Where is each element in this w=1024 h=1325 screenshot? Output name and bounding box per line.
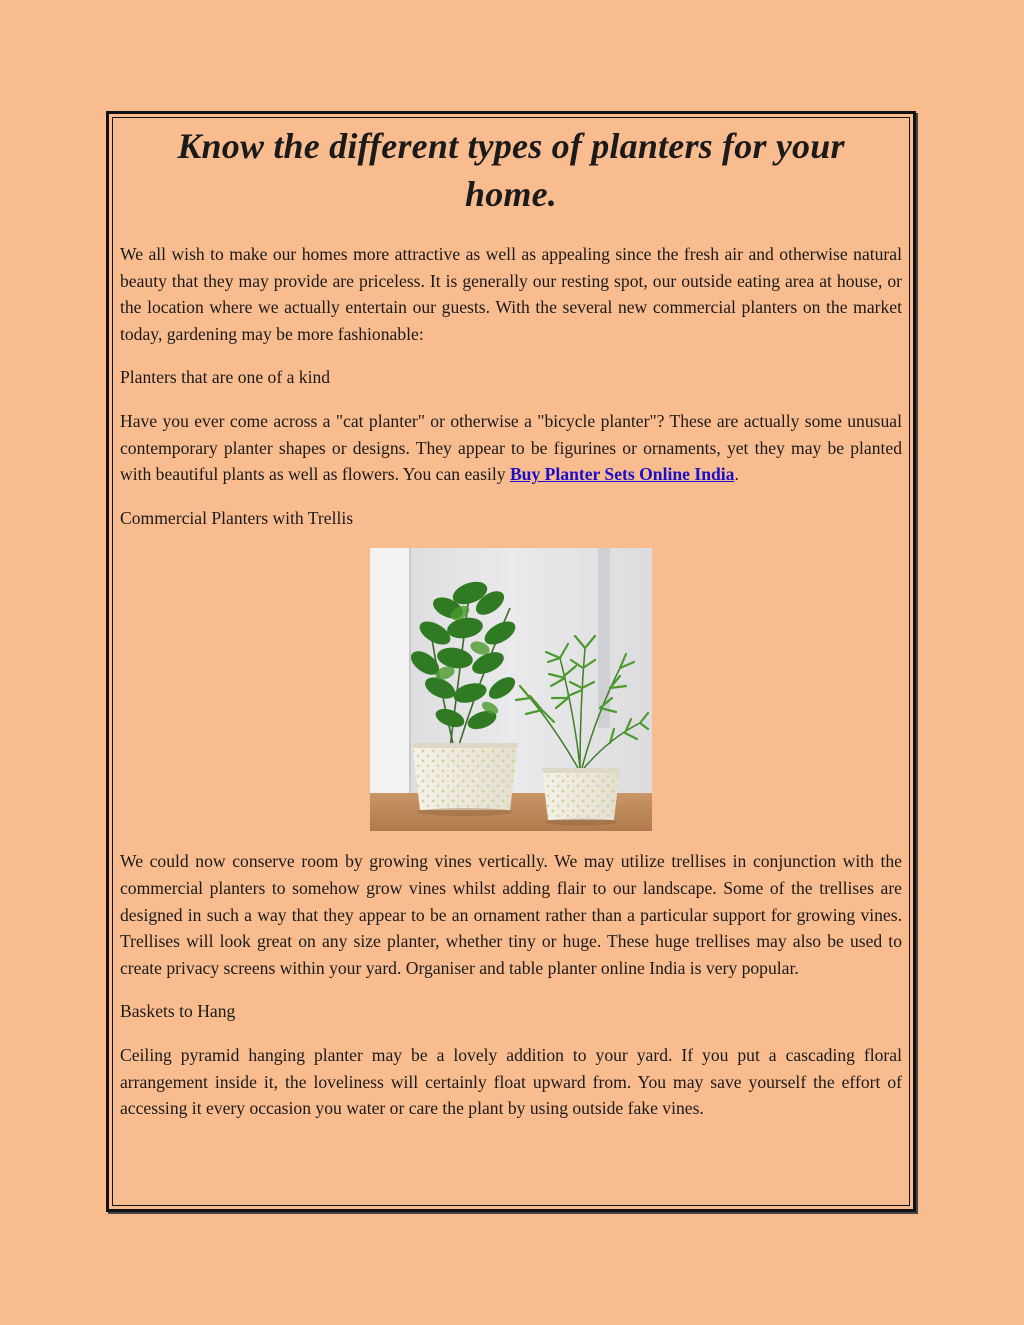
document-frame xyxy=(106,111,916,1212)
section-heading-trellis: Commercial Planters with Trellis xyxy=(120,507,354,528)
planter-photo xyxy=(370,548,652,831)
section-paragraph-trellis: We could now conserve room by growing vines vertically. We may utilize trellises in conjunction with the commercial planters to somehow grow vines whilst adding flair to our landscape. Some of the trellises are designed in such a way that they appear to be an ornament rather than a particular support for growing vines. Trellises will look great on any size planter, whether tiny or huge. These huge trellises may also be used to create privacy screens within your yard. Organiser and table planter online India is very popular. xyxy=(120,851,902,978)
section-heading-baskets: Baskets to Hang xyxy=(120,1001,236,1022)
section-text-before-link: Have you ever come across a "cat planter" or otherwise a "bicycle planter"? These are actually some unusual contemporary planter shapes or designs. They appear to be figurines or ornaments, yet they may be planted with beautiful plants as well as flowers. You can easily xyxy=(120,410,902,485)
section-heading-one-of-a-kind: Planters that are one of a kind xyxy=(120,367,331,388)
page-title: Know the different types of planters for your home. xyxy=(177,126,845,214)
planter-photo-illustration xyxy=(370,548,652,831)
section-paragraph-baskets: Ceiling pyramid hanging planter may be a lovely addition to your yard. If you put a cascading floral arrangement inside it, the loveliness will certainly float upward from. You may save yourself the effort of accessing it every occasion you water or care the plant by using outside fake vines. xyxy=(120,1044,902,1119)
section-text-after-link: . xyxy=(734,464,739,485)
section-paragraph-one-of-a-kind xyxy=(120,408,902,488)
intro-paragraph: We all wish to make our homes more attractive as well as appealing since the fresh air and otherwise natural beauty that they may provide are priceless. It is generally our resting spot, our outside eating area at house, or the location where we actually entertain our guests. With the several new commercial planters on the market today, gardening may be more fashionable: xyxy=(120,244,902,344)
buy-planter-sets-link[interactable]: Buy Planter Sets Online India xyxy=(509,464,735,485)
document-content xyxy=(120,122,902,1122)
